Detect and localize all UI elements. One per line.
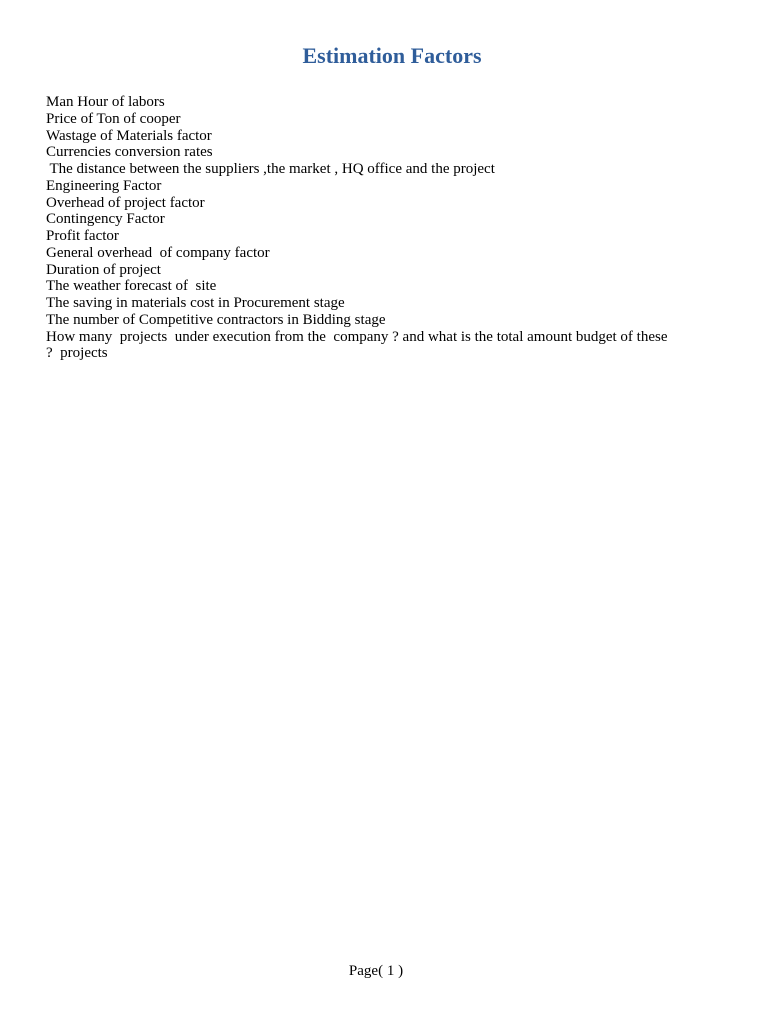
factor-item: Overhead of project factor (46, 194, 205, 211)
factor-item: Wastage of Materials factor (46, 127, 212, 144)
factor-item: The saving in materials cost in Procurement stage (46, 295, 345, 311)
factor-item: Price of Ton of cooper (46, 110, 181, 127)
factor-item: The number of Competitive contractors in Bidding stage (46, 311, 386, 328)
page-title: Estimation Factors (302, 43, 482, 68)
factor-item: Engineering Factor (46, 177, 162, 194)
factor-item: Currencies conversion rates (46, 144, 213, 161)
factor-item: Man Hour of labors (46, 94, 165, 110)
factor-item: The distance between the suppliers ,the market , HQ office and the project (46, 161, 495, 177)
factor-item: Profit factor (46, 228, 119, 244)
factor-item: General overhead of company factor (46, 244, 270, 261)
factor-item: Contingency Factor (46, 211, 165, 228)
factor-list (46, 94, 726, 362)
factor-item: The weather forecast of site (46, 278, 217, 295)
factor-item: ? projects (46, 345, 108, 362)
page-number-footer: Page( 1 ) (348, 963, 404, 979)
factor-item: How many projects under execution from the company ? and what is the total amount budget of these (46, 328, 668, 345)
factor-item: Duration of project (46, 261, 161, 278)
